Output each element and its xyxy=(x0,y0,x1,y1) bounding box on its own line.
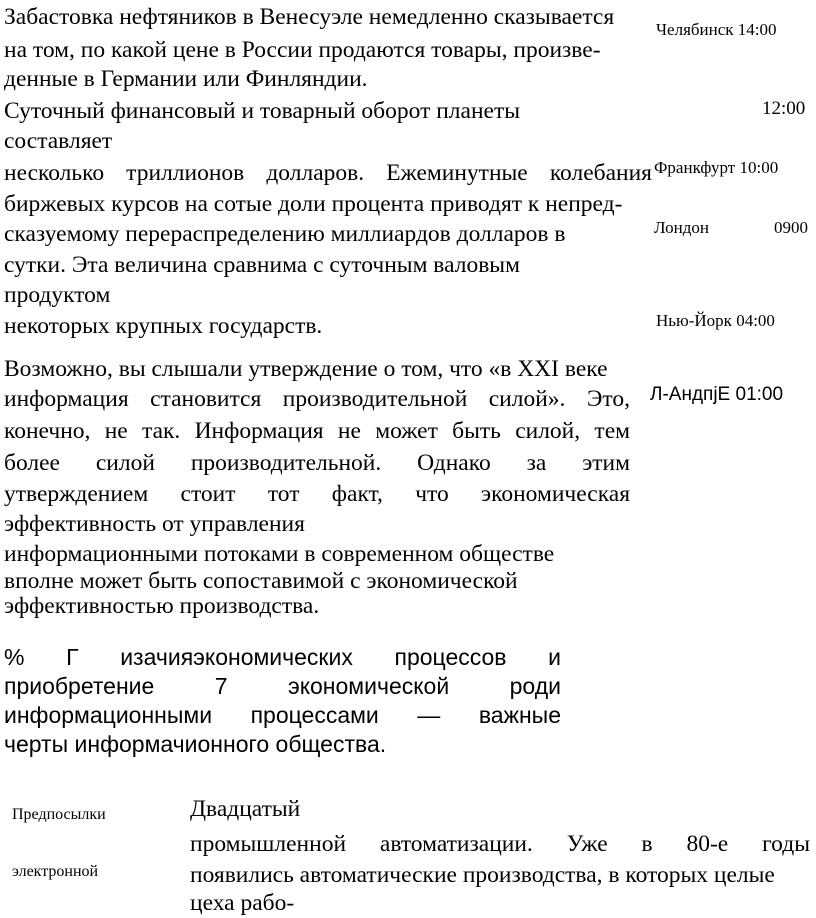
text-line: эффективностью производства. xyxy=(4,593,320,619)
text-line: сутки. Эта величина сравнима с суточным валовым xyxy=(4,252,520,278)
text-line: черты информачионного общества. xyxy=(4,731,387,757)
clock-new-york xyxy=(656,311,775,331)
clock-frankfurt xyxy=(654,158,778,178)
clock-time: 0900 xyxy=(774,218,808,237)
text-line: Суточный финансовый и товарный оборот планеты xyxy=(4,98,521,124)
clock-time: 01:00 xyxy=(735,384,784,405)
text-line: цеха рабо- xyxy=(190,890,295,916)
text-line: денные в Германии или Финляндии. xyxy=(4,66,368,92)
clock-time: 12:00 xyxy=(762,98,806,119)
text-line: некоторых крупных государств. xyxy=(4,313,323,339)
text-line: % Г изачияэкономических процессов и xyxy=(4,644,561,670)
text-line: продуктом xyxy=(4,282,111,308)
text-line: Забастовка нефтяников в Венесуэле немедленно сказывается xyxy=(4,4,615,30)
text-line: на том, по какой цене в России продаются товары, произве- xyxy=(4,37,601,63)
clock-chelyabinsk xyxy=(656,20,777,40)
clock-city: Лондон xyxy=(654,218,709,237)
side-label-preconditions: Предпосылки xyxy=(12,806,106,823)
text-line: биржевых курсов на сотые доли процента приводят к непред- xyxy=(4,191,623,217)
clock-city: Л-АндпjЕ xyxy=(650,384,731,405)
text-line: сказуемому перераспределению миллиардов долларов в xyxy=(4,221,566,247)
text-line: информационными потоками в современном обществе xyxy=(4,541,555,567)
text-line: Двадцатый xyxy=(190,796,301,822)
text-line: информационными процессами — важные xyxy=(4,702,561,728)
clock-time: 04:00 xyxy=(736,311,775,330)
text-line: несколько триллионов долларов. Ежеминутные колебания xyxy=(4,160,652,186)
text-line: появились автоматические производства, в которых целые xyxy=(190,862,775,888)
text-line: более силой производительной. Однако за этим xyxy=(4,450,630,476)
text-line: приобретение 7 экономической роди xyxy=(4,673,561,699)
clock-time: 14:00 xyxy=(737,20,777,39)
clock-city: Франкфурт xyxy=(654,158,736,177)
text-line: Возможно, вы слышали утверждение о том, что «в XXI веке xyxy=(4,356,608,382)
clock-city: Челябинск xyxy=(656,20,734,39)
clock-unnamed xyxy=(762,98,805,120)
text-line: эффективность от управления xyxy=(4,511,305,537)
clock-time: 10:00 xyxy=(739,158,779,177)
text-line: информация становится производительной силой». Это, xyxy=(4,386,630,412)
text-line: составляет xyxy=(4,128,113,154)
text-line: вполне может быть сопоставимой с экономической xyxy=(4,568,518,594)
side-label-electronic: электронной xyxy=(12,863,99,880)
clock-london xyxy=(654,218,808,238)
text-line: утверждением стоит тот факт, что экономическая xyxy=(4,481,630,507)
text-line: промышленной автоматизации. Уже в 80-е годы xyxy=(190,831,810,857)
text-line: конечно, не так. Информация не может быть силой, тем xyxy=(4,418,630,444)
clock-los-angeles xyxy=(650,384,783,406)
clock-city: Нью-Йорк xyxy=(656,311,732,330)
